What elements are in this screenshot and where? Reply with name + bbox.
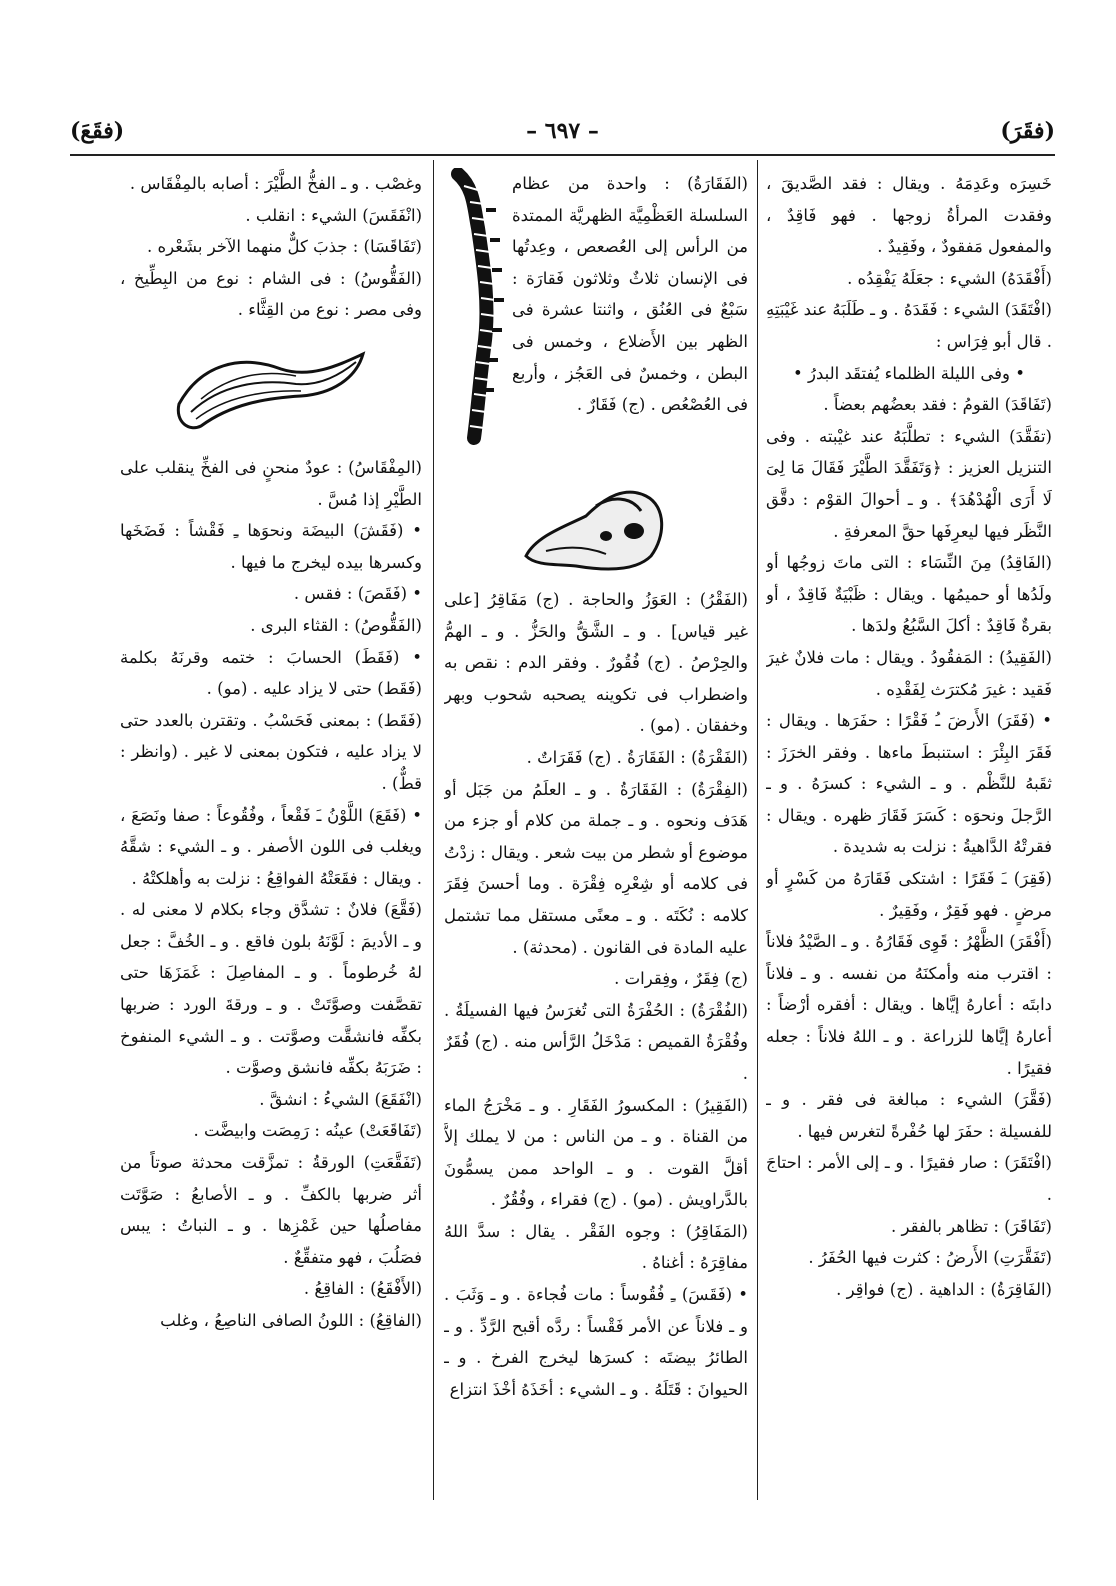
- entry: (الفَقْرُ) : العَوَزُ والحاجة . (ج) مَفَاقِرُ [على غير قياس] . و ـ الشَّقُّ والحَزُّ . و ـ الهمُّ والحِرْصُ . (ج) فُقُورٌ . وفقر الدم : نقص به واضطراب فى تكوينه يصحبه شحوب وبهر وخفقان . (مو) .: [444, 590, 748, 736]
- entry: (ج) فِقَرٌ ، وفِقرات .: [614, 969, 748, 989]
- entry: • (فَقَرَ) الأَرضَ ـُ فَقْرًا : حفَرَها . ويقال : فَقَرَ البِئْرَ : استنبطَ ماءها . وفقر الخرَزَ : ثقَبهُ للنَّظْم . و ـ الشيء : كسرَهُ . و ـ الرَّجلَ ونحوَه : كَسَرَ فَقَارَ ظهره . ويقال : فقرتْهُ الدَّاهيةُ : نزلت به شديدة .: [766, 711, 1052, 857]
- entry: (تَفَاقَسَا) : جذبَ كلٌّ منهما الآخر بشَعْره .: [146, 237, 422, 257]
- page-header: [70, 112, 1055, 156]
- entry: (فَقِرَ) ـَ فَقَرًا : اشتكى فَقَارَهُ من كَسْرٍ أو مرضٍ . فهو فَقِرٌ ، وفَقِيرٌ .: [766, 869, 1052, 920]
- column-right: [766, 168, 1052, 1498]
- column-left: [120, 168, 422, 1498]
- entry: (تَفَاقَرَ) : تظاهر بالفقر .: [890, 1216, 1052, 1236]
- entry: (تَفَقَّرَتِ) الأَرضُ : كثرت فيها الحُفَرُ .: [808, 1248, 1052, 1268]
- entry: (افْتَقَرَ) : صار فقيرًا . و ـ إلى الأمر : احتاجَ .: [766, 1153, 1052, 1204]
- entry: (أَفْقَدَهُ) الشيء : جعَلَهُ يَفْقِدُه .: [847, 268, 1052, 288]
- header-guide-word-left: (فقَعَ): [70, 118, 125, 144]
- entry: (الفُقْرَةُ) : الحُفْرَةُ التى تُغرَسُ فيها الفسيلَةُ . وفُقْرَةُ القميص : مَدْخَلُ الرَّأس منه . (ج) فُقَرٌ .: [444, 1000, 748, 1083]
- entry: • (فَقَصَ) : فقس .: [293, 584, 422, 604]
- spine-illustration: [444, 168, 506, 468]
- entry: (الفَقِيرُ) : المكسورُ الفَقَارِ . و ـ مَخْرَجُ الماء من القناة . و ـ من الناس : من لا يملك إلاَّ أقلَّ القوت . و ـ الواحد ممن يسمُّونَ بالدَّراويش . (مو) . (ج) فقراء ، وفُقُرٌ .: [444, 1095, 748, 1210]
- entry: • (فَقَعَ) اللَّوْنُ ـَ فَقْعاً ، وفُقُوعاً : صفا ونَصَعَ ، ويغلب فى اللون الأصفر . و ـ الشيء : شقَّهُ . ويقال : فقَعَتْهُ الفواقِعُ : نزلت به وأهلكتْهُ .: [120, 805, 422, 888]
- column-divider-left: [433, 160, 434, 1500]
- entry: • (فَقَشَ) البيضَة ونحوَها ـِ فَقْشاً : فَضَخَها وكسرها بيده ليخرج ما فيها .: [120, 521, 422, 572]
- entry: (أَفْقَرَ) الظَّهْرُ : قَوِى فَقَارُهُ . و ـ الصَّيْدُ فلاناً : اقترب منه وأمكنَهُ من نفسه . و ـ فلاناً دابتَه : أعارهُ إيَّاها . ويقال : أفقره أرْضاً : أعارهُ إيَّاها للزراعة . و ـ اللهُ فلاناً : جعله فقيرًا .: [766, 932, 1052, 1078]
- header-guide-word-right: (فقَرَ): [1000, 118, 1055, 144]
- entry: (افْتَقَدَ) الشيء : فَقَدَهُ . و ـ طَلَبَهُ عند غَيْبَتِهِ . قال أبو فِرَاس :: [766, 300, 1052, 351]
- entry: (الفَقِيدُ) : المَفقُودُ . ويقال : مات فلانٌ غيرَ فَقيد : غيرَ مُكترَث لِفَقْدِه .: [766, 647, 1052, 699]
- entry: • (فَقَطَ) الحسابَ : ختمه وقرنَهُ بكلمة (فَقَط) حتى لا يزاد عليه . (مو) .: [120, 647, 422, 699]
- entry: (الفاقِعُ) : اللونُ الصافى الناصِعُ ، وغلب: [160, 1311, 422, 1330]
- entry: (فَقَّعَ) فلانٌ : تشدَّق وجاء بكلام لا معنى له . و ـ الأديمَ : لَوَّنَهُ بلون فاقع . و ـ الخُفَّ : جعل لهُ خُرطوماً . و ـ المفاصِلَ : غَمَزَهَا حتى تقصَّفت وصوَّتَتْ . و ـ ورقةَ الورد : ضربها بكفِّه فانشقَّت وصوَّتت . و ـ الشيء المنفوخ : ضَرَبَهُ بكفِّه فانشق وصوَّت .: [120, 900, 422, 1078]
- cucumber-illustration: [171, 334, 371, 444]
- entry: (تَفَاقَدَ) القومُ : فقد بعضُهم بعضاً .: [823, 395, 1052, 415]
- column-divider-right: [757, 160, 758, 1500]
- entry: (تَفَقَّعَتِ) الورقةُ : تمزَّقت محدثة صوتاً من أثر ضربها بالكفِّ . و ـ الأصابعُ : صَوَّتَت مفاصلُها حين غَمْزِها . و ـ النباتُ : يبس فصَلُبَ ، فهو متفقِّعٌ .: [120, 1153, 422, 1267]
- entry: خَسِرَه وعَدِمَهُ . ويقال : فقد الصَّديقَ ، وفقدت المرأةُ زوجها . فهو فَاقِدٌ ، والمفعول مَفقودٌ ، وفَقِيدٌ .: [766, 174, 1052, 257]
- entry: • (فَقَسَ) ـِ فُقُوساً : مات فُجاءة . و ـ وَثَبَ . و ـ فلاناً عن الأمر فَقْساً : ردَّه أقبح الرَّدِّ . و ـ الطائرُ بيضتَه : كسرَها ليخرج الفرخ . و ـ الحيوانَ : قَتَلَهُ . و ـ الشيء : أخَذَهُ أخْذَ انتزاع: [444, 1285, 748, 1399]
- vertebral-column-icon: [444, 168, 506, 458]
- entry: (الفَقَارَةُ) : واحدة من عظام السلسلة العَظْمِيَّة الظهريَّة الممتدة من الرأس إلى العُصعص ، وعِدتُها فى الإنسان ثلاثٌ وثلاثون فَقارَة : سَبْعٌ فى العُنُق ، واثنتا عشرة فى الظهر بين الأَضلاع ، وخمس فى البطن ، وخمسٌ فى العَجُز ، وأربع فى العُصْعُص . (ج) فَقَارٌ .: [512, 174, 748, 415]
- entry: (الفَقُّوصُ) : القثاء البرى .: [250, 615, 422, 635]
- entry: (الفِقْرَةُ) : الفَقَارَةُ . و ـ العلَمُ من جَبَل أو هَدَف ونحوه . و ـ جملة من كلام أو جزء من موضوع أو شطر من بيت شعر . ويقال : زدْتُ فى كلامه أو شِعْرِه فِقْرَة . وما أحسنَ فِقَرَ كلامه : نُكَتَه . و ـ معنًى مستقل مما تشتمل عليه المادة فى القانون . (محدثة) .: [444, 779, 748, 957]
- entry: (تفَقَّدَ) الشيء : تطلَّبَهُ عند غيْبته . وفى التنزيل العزيز : ﴿وَتَفَقَّدَ الطَّيْرَ فَقَالَ مَا لِىَ لَا أَرَى الْهُدْهُدَ﴾ . و ـ أحوالَ القوْم : دقَّق النَّظَر فيها ليعرِفَها حقَّ المعرفةِ .: [766, 426, 1052, 541]
- entry: (الفَاقِدُ) مِنَ النِّسَاء : التى ماتَ زوجُها أو ولَدُها أو حميمُها . ويقال : ظَبْيَةٌ فَاقِدٌ ، أو بقرةٌ فَاقِدٌ : أكلَ السَّبُعُ ولدَها .: [766, 553, 1052, 636]
- entry: (فَقَّرَ) الشيء : مبالغة فى فقر . و ـ للفسيلة : حفَرَ لها حُفْرةً لتغرس فيها .: [766, 1090, 1052, 1141]
- entry: • وفى الليلة الظلماء يُفتقَد البدرُ •: [793, 363, 1025, 383]
- entry: (انْفَقَعَ) الشيءُ : انشقَّ .: [259, 1089, 422, 1109]
- vertebra-illustration: [516, 476, 676, 576]
- entry: (الفَقْرَةُ) : الفَقَارَةُ . (ج) فَقَرَاتٌ .: [526, 747, 748, 767]
- entry: (انْفَقَسَ) الشيء : انقلب .: [245, 205, 422, 225]
- entry: (المِفْقَاسُ) : عودٌ منحنٍ فى الفخِّ ينقلب على الطَّيْرِ إذا مُسَّ .: [120, 457, 422, 509]
- page-number: – ٦٩٧ –: [526, 118, 599, 144]
- entry: وغصْب . و ـ الفخُّ الطَّيْرَ : أصابه بالمِفْقَاس .: [129, 174, 422, 193]
- entry: (فَقَط) : بمعنى فَحَسْبُ . وتقترن بالعدد حتى لا يزاد عليه ، فتكون بمعنى لا غير . (وانظر : قطٌّ) .: [120, 710, 422, 793]
- entry: (الأَفْقَعُ) : الفاقِعُ .: [303, 1279, 422, 1299]
- column-middle: [444, 168, 748, 1498]
- entry: (الفَاقِرَةُ) : الداهية . (ج) فواقِر .: [836, 1279, 1052, 1299]
- entry: (تَفَاقَعَتْ) عينُه : رَمِصَت وابيضَّت .: [193, 1121, 422, 1141]
- entry: (المَفَاقِرُ) : وجوه الفَقْر . يقال : سدَّ اللهُ مفاقِرَهُ : أغناهُ .: [444, 1221, 748, 1273]
- entry: (الفَقُّوسُ) : فى الشام : نوع من البِطِّيخ ، وفى مصر : نوع من القِثَّاء .: [120, 268, 422, 320]
